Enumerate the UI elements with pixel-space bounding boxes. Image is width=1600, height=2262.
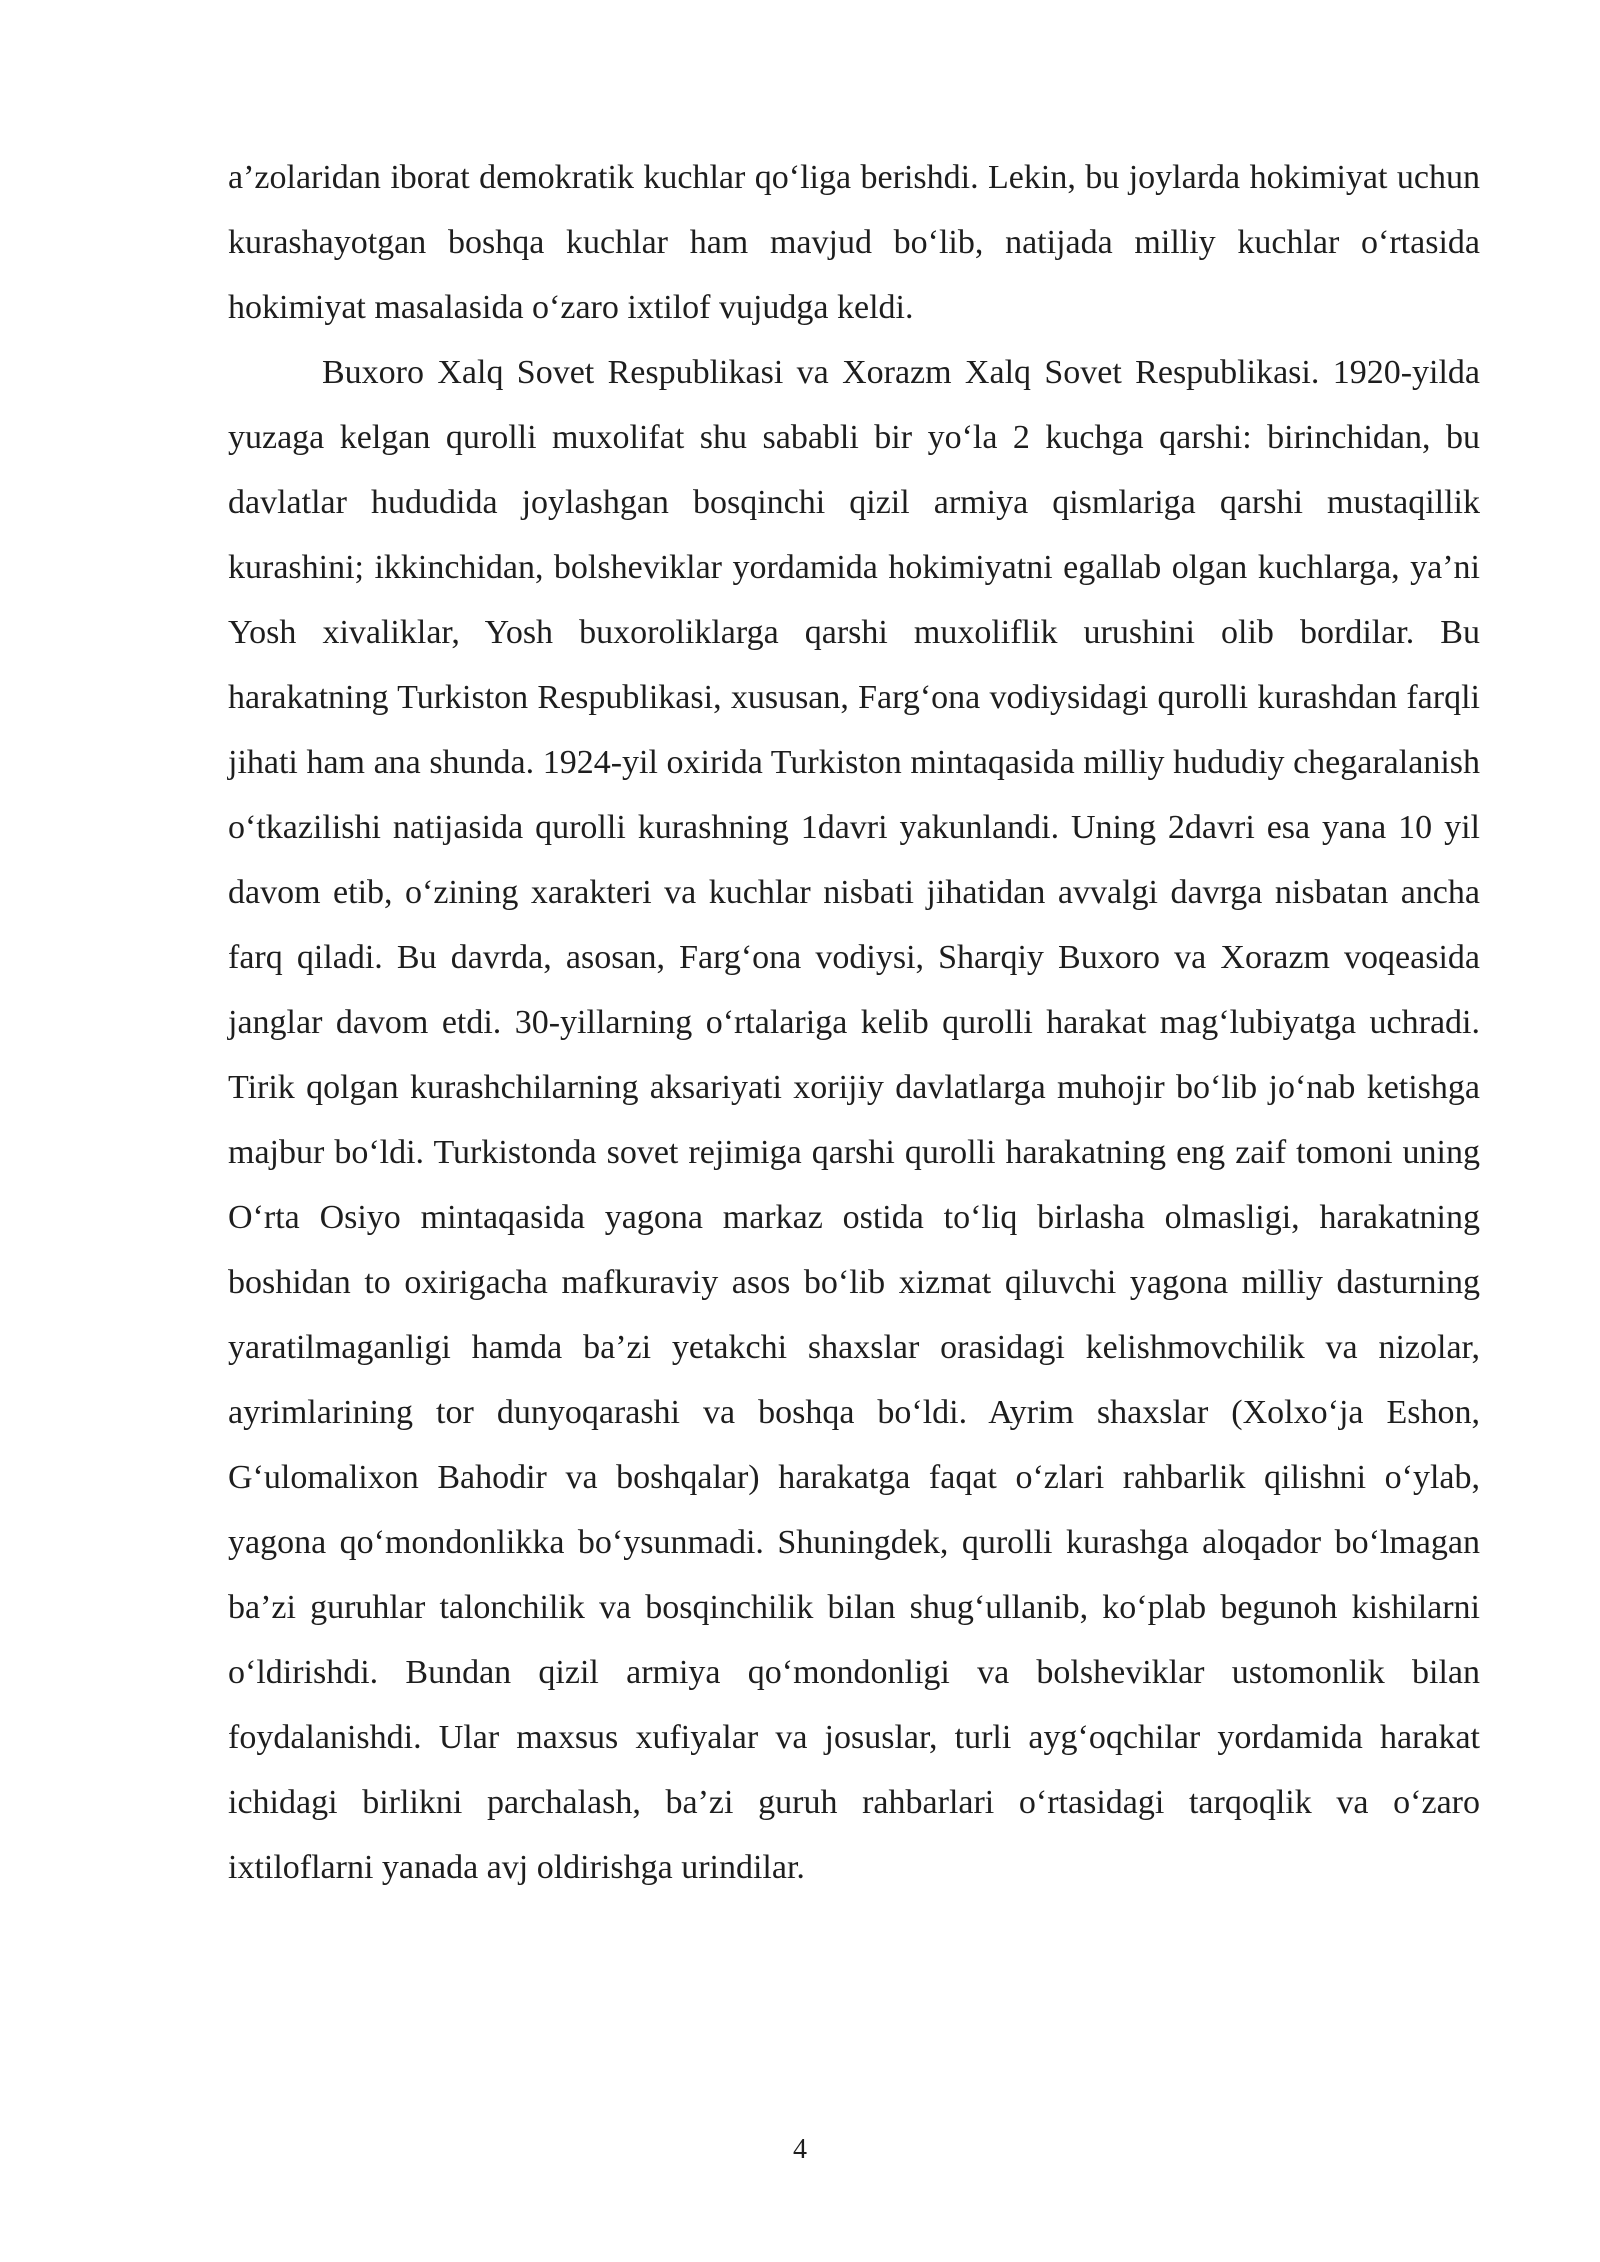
paragraph-buxoro-xorazm: Buxoro Xalq Sovet Respublikasi va Xorazm Xalq Sovet Respublikasi. 1920-yilda yuzaga kelgan qurolli muxolifat shu sababli bir yo‘la 2 kuchga qarshi: birinchidan, bu davlatlar hududida joylashgan bosqinchi qizil armiya qismlariga qarshi mustaqillik kurashini; ikkinchidan, bolsheviklar yordamida hokimiyatni egallab olgan kuchlarga, ya’ni Yosh xivaliklar, Yosh buxoroliklarga qarshi muxoliflik urushini olib bordilar. Bu harakatning Turkiston Respublikasi, xususan, Farg‘ona vodiysidagi qurolli kurashdan farqli jihati ham ana shunda. 1924-yil oxirida Turkiston mintaqasida milliy hududiy chegaralanish o‘tkazilishi natijasida qurolli kurashning 1davri yakunlandi. Uning 2davri esa yana 10 yil davom etib, o‘zining xarakteri va kuchlar nisbati jihatidan avvalgi davrga nisbatan ancha farq qiladi. Bu davrda, asosan, Farg‘ona vodiysi, Sharqiy Buxoro va Xorazm voqeasida janglar davom etdi. 30-yillarning o‘rtalariga kelib qurolli harakat mag‘lubiyatga uchradi. Tirik qolgan kurashchilarning aksariyati xorijiy davlatlarga muhojir bo‘lib jo‘nab ketishga majbur bo‘ldi. Turkistonda sovet rejimiga qarshi qurolli harakatning eng zaif tomoni uning O‘rta Osiyo mintaqasida yagona markaz ostida to‘liq birlasha olmasligi, harakatning boshidan to oxirigacha mafkuraviy asos bo‘lib xizmat qiluvchi yagona milliy dasturning yaratilmaganligi hamda ba’zi yetakchi shaxslar orasidagi kelishmovchilik va nizolar, ayrimlarining tor dunyoqarashi va boshqa bo‘ldi. Ayrim shaxslar (Xolxo‘ja Eshon, G‘ulomalixon Bahodir va boshqalar) harakatga faqat o‘zlari rahbarlik qilishni o‘ylab, yagona qo‘mondonlikka bo‘ysunmadi. Shuningdek, qurolli kurashga aloqador bo‘lmagan ba’zi guruhlar talonchilik va bosqinchilik bilan shug‘ullanib, ko‘plab begunoh kishilarni o‘ldirishdi. Bundan qizil armiya qo‘mondonligi va bolsheviklar ustomonlik bilan foydalanishdi. Ular maxsus xufiyalar va josuslar, turli ayg‘oqchilar yordamida harakat ichidagi birlikni parchalash, ba’zi guruh rahbarlari o‘rtasidagi tarqoqlik va o‘zaro ixtiloflarni yanada avj oldirishga urindilar. — [228, 354, 1480, 1886]
paragraph-continuation: a’zolaridan iborat demokratik kuchlar qo‘liga berishdi. Lekin, bu joylarda hokimiyat uchun kurashayotgan boshqa kuchlar ham mavjud bo‘lib, natijada milliy kuchlar o‘rtasida hokimiyat masalasida o‘zaro ixtilof vujudga keldi. — [228, 159, 1480, 326]
page-number: 4 — [793, 2134, 807, 2165]
body-text — [228, 145, 1480, 1900]
